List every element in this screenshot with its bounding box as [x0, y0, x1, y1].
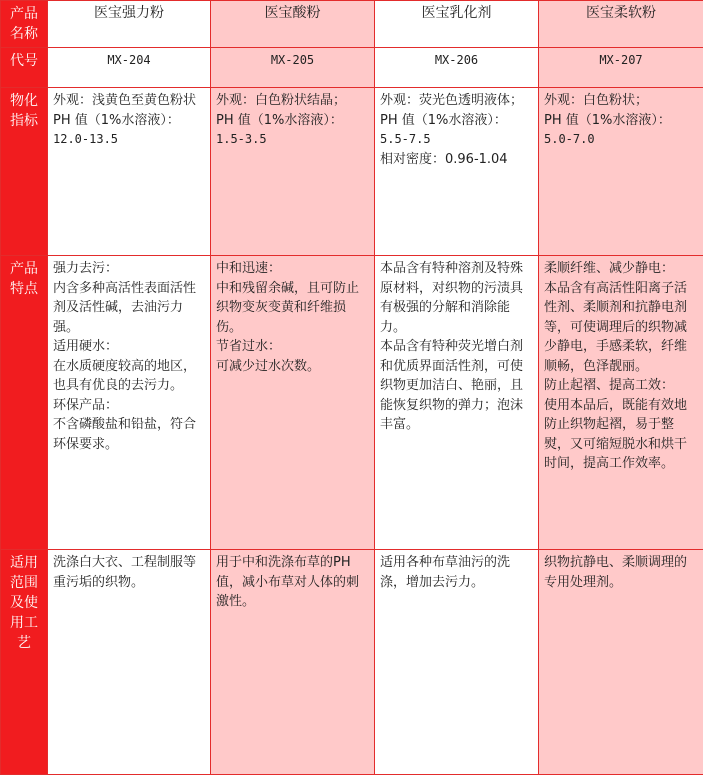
- usage-text: 适用各种布草油污的洗涤，增加去污力。: [380, 553, 533, 592]
- spec-ph-label: PH 值（1%水溶液）：: [53, 111, 205, 131]
- features-cell: [211, 256, 375, 550]
- feature-heading: 柔顺纤维、减少静电：: [544, 259, 698, 279]
- product-code-cell: MX-207: [539, 48, 703, 88]
- label-specs: 物化指标: [1, 88, 48, 256]
- usage-text: 织物抗静电、柔顺调理的专用处理剂。: [544, 553, 698, 592]
- spec-ph-label: PH 值（1%水溶液）：: [380, 111, 533, 131]
- spec-appearance: 外观：浅黄色至黄色粉状: [53, 91, 205, 111]
- feature-heading: 强力去污：: [53, 259, 205, 279]
- feature-text: 使用本品后，既能有效地防止织物起褶，易于整熨，又可缩短脱水和烘干时间，提高工作效率。: [544, 396, 698, 474]
- features-cell: [375, 256, 539, 550]
- usage-cell: [375, 550, 539, 775]
- feature-heading: 中和迅速：: [216, 259, 369, 279]
- feature-text: 内含多种高活性表面活性剂及活性碱，去油污力强。: [53, 279, 205, 338]
- feature-text: 本品含有特种溶剂及特殊原材料，对织物的污渍具有极强的分解和消除能力。: [380, 259, 533, 337]
- label-usage: 适用范围及使用工艺: [1, 550, 48, 775]
- feature-heading: 适用硬水：: [53, 337, 205, 357]
- feature-heading: 防止起褶、提高工效：: [544, 376, 698, 396]
- feature-text: 中和残留余碱，且可防止织物变灰变黄和纤维损伤。: [216, 279, 369, 338]
- features-cell: [539, 256, 703, 550]
- product-name-cell: 医宝柔软粉: [539, 1, 703, 48]
- row-product-name: [1, 1, 703, 48]
- usage-text: 洗涤白大衣、工程制服等重污垢的织物。: [53, 553, 205, 592]
- usage-cell: [539, 550, 703, 775]
- feature-text: 在水质硬度较高的地区，也具有优良的去污力。: [53, 357, 205, 396]
- product-name-cell: 医宝乳化剂: [375, 1, 539, 48]
- row-usage: [1, 550, 703, 775]
- spec-ph-range: 5.5-7.5: [380, 130, 533, 150]
- specs-cell: [211, 88, 375, 256]
- product-code-cell: MX-206: [375, 48, 539, 88]
- row-specs: [1, 88, 703, 256]
- spec-appearance: 外观：白色粉状结晶；: [216, 91, 369, 111]
- product-code-cell: MX-204: [48, 48, 211, 88]
- spec-ph-range: 1.5-3.5: [216, 130, 369, 150]
- feature-text: 本品含有特种荧光增白剂和优质界面活性剂，可使织物更加洁白、艳丽，且能恢复织物的弹力；泡沫丰富。: [380, 337, 533, 435]
- spec-ph-label: PH 值（1%水溶液）：: [544, 111, 698, 131]
- usage-cell: [211, 550, 375, 775]
- spec-ph-label: PH 值（1%水溶液）：: [216, 111, 369, 131]
- feature-heading: 节省过水：: [216, 337, 369, 357]
- specs-cell: [48, 88, 211, 256]
- feature-text: 不含磷酸盐和铅盐，符合环保要求。: [53, 415, 205, 454]
- spec-appearance: 外观：白色粉状；: [544, 91, 698, 111]
- specs-cell: [375, 88, 539, 256]
- label-product-name: 产品名称: [1, 1, 48, 48]
- row-product-code: [1, 48, 703, 88]
- label-product-code: 代号: [1, 48, 48, 88]
- feature-text: 本品含有高活性阳离子活性剂、柔顺剂和抗静电剂等，可使调理后的织物减少静电，手感柔软，纤维顺畅，色泽靓丽。: [544, 279, 698, 377]
- features-cell: [48, 256, 211, 550]
- feature-heading: 环保产品：: [53, 396, 205, 416]
- row-features: [1, 256, 703, 550]
- spec-ph-range: 12.0-13.5: [53, 130, 205, 150]
- label-features: 产品特点: [1, 256, 48, 550]
- specs-cell: [539, 88, 703, 256]
- usage-cell: [48, 550, 211, 775]
- spec-density: 相对密度：0.96-1.04: [380, 150, 533, 170]
- feature-text: 可减少过水次数。: [216, 357, 369, 377]
- spec-appearance: 外观：荧光色透明液体；: [380, 91, 533, 111]
- usage-text: 用于中和洗涤布草的PH值，减小布草对人体的刺激性。: [216, 553, 369, 612]
- product-name-cell: 医宝酸粉: [211, 1, 375, 48]
- product-name-cell: 医宝强力粉: [48, 1, 211, 48]
- product-code-cell: MX-205: [211, 48, 375, 88]
- spec-ph-range: 5.0-7.0: [544, 130, 698, 150]
